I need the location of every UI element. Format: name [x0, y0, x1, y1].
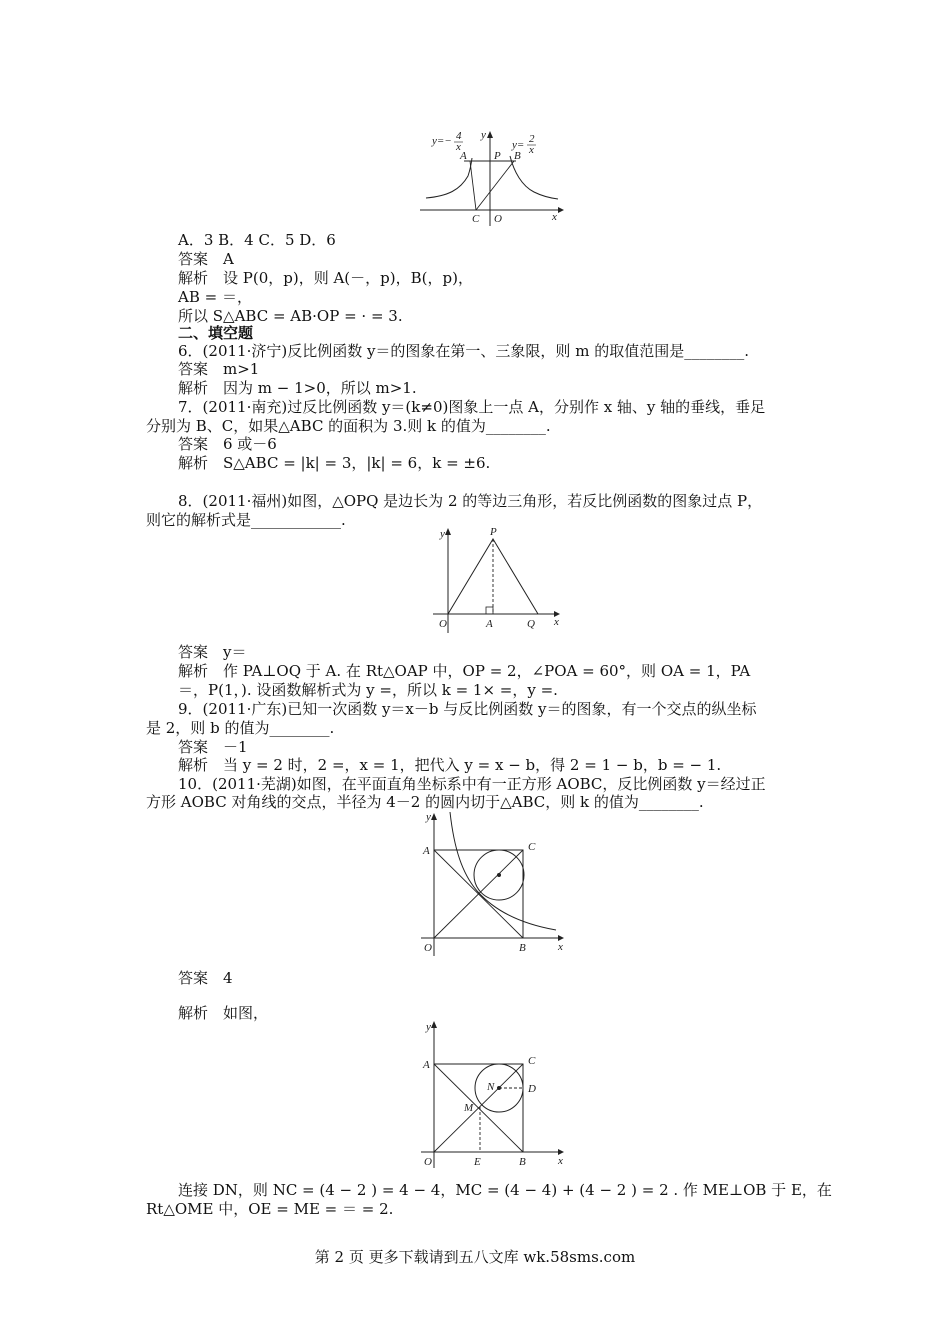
fig1-C-label: C — [472, 213, 480, 225]
figure-2-triangle-opq — [428, 525, 568, 635]
fig4-B-label: B — [519, 1156, 526, 1168]
q9-solution: 解析 当 y = 2 时，2 =，x = 1，把代入 y = x − b，得 2 = 1 − b，b = − 1. — [178, 756, 722, 774]
fig4-D-label: D — [528, 1083, 536, 1095]
q10-solution-intro: 解析 如图， — [178, 1004, 269, 1022]
q5-answer: 答案 A — [178, 250, 234, 268]
fig4-O-label: O — [424, 1156, 432, 1168]
q10-text-2: 方形 AOBC 对角线的交点，半径为 4－2 的圆内切于△ABC，则 k 的值为________. — [146, 793, 704, 811]
section-heading-fill-in: 二、填空题 — [178, 324, 254, 342]
fig3-x-label: x — [558, 941, 563, 953]
q8-solution-1: 解析 作 PA⊥OQ 于 A. 在 Rt△OAP 中，OP = 2，∠POA = 60°，则 OA = 1，PA — [178, 662, 751, 680]
q9-text-2: 是 2，则 b 的值为________. — [146, 719, 335, 737]
fig1-left-num: 4 — [456, 130, 462, 142]
q5-solution-3: 所以 S△ABC = AB·OP = · = 3. — [178, 307, 403, 325]
fig3-O-label: O — [424, 942, 432, 954]
fig3-B-label: B — [519, 942, 526, 954]
fig4-y-label: y — [426, 1021, 431, 1033]
q6-answer: 答案 m>1 — [178, 360, 260, 378]
fig4-C-label: C — [528, 1055, 536, 1067]
fig4-N-label: N — [487, 1081, 495, 1093]
fig1-P-label: P — [494, 150, 501, 162]
fig1-y-label: y — [481, 129, 486, 141]
q7-solution: 解析 S△ABC = |k| = 3，|k| = 6，k = ±6. — [178, 454, 491, 472]
fig1-right-den: x — [529, 144, 534, 156]
q6-text: 6．(2011·济宁)反比例函数 y＝的图象在第一、三象限，则 m 的取值范围是________. — [178, 342, 749, 360]
q10-text-1: 10．(2011·芜湖)如图，在平面直角坐标系中有一正方形 AOBC，反比例函数 y＝经过正 — [178, 775, 766, 793]
fig2-Q-label: Q — [527, 618, 535, 630]
fig2-y-label: y — [440, 528, 445, 540]
q10-solution-1: 连接 DN，则 NC = (4 − 2 ) = 4 − 4，MC = (4 − 4) + (4 − 2 ) = 2 . 作 ME⊥OB 于 E，在 — [178, 1181, 832, 1199]
fig1-A-label: A — [460, 150, 467, 162]
fig2-P-label: P — [490, 526, 497, 538]
fig1-x-label: x — [552, 211, 557, 223]
q9-answer: 答案 －1 — [178, 738, 248, 756]
figure-4-square-construction — [416, 1018, 576, 1170]
page-footer: 第 2 页 更多下载请到五八文库 wk.58sms.com — [314, 1248, 636, 1266]
q9-text-1: 9．(2011·广东)已知一次函数 y＝x－b 与反比例函数 y＝的图象，有一个交点的纵坐标 — [178, 700, 757, 718]
q7-text-1: 7．(2011·南充)过反比例函数 y＝(k≠0)图象上一点 A，分别作 x 轴、y 轴的垂线，垂足 — [178, 398, 766, 416]
q10-solution-2: Rt△OME 中，OE = ME = ＝ = 2. — [146, 1200, 394, 1218]
fig4-A-label: A — [423, 1059, 430, 1071]
q5-solution-2: AB = ＝， — [178, 288, 252, 306]
fig3-C-label: C — [528, 841, 536, 853]
fig2-x-label: x — [554, 616, 559, 628]
q8-solution-2: ＝，P(1，). 设函数解析式为 y =，所以 k = 1× =，y =. — [178, 681, 558, 699]
fig1-B-label: B — [514, 150, 521, 162]
q7-answer: 答案 6 或－6 — [178, 435, 277, 453]
q6-solution: 解析 因为 m − 1>0，所以 m>1. — [178, 379, 417, 397]
fig3-A-label: A — [423, 845, 430, 857]
q5-solution-1: 解析 设 P(0，p)，则 A(－，p)，B(，p)， — [178, 269, 473, 287]
q5-options: A．3 B．4 C．5 D．6 — [178, 231, 336, 249]
q8-text-2: 则它的解析式是____________. — [146, 511, 346, 529]
fig3-y-label: y — [426, 811, 431, 823]
q8-answer: 答案 y＝ — [178, 643, 247, 661]
fig1-right-num: 2 — [529, 133, 535, 145]
q8-text-1: 8．(2011·福州)如图，△OPQ 是边长为 2 的等边三角形，若反比例函数的图象过点 P， — [178, 492, 763, 510]
fig1-left-eq: y=− — [432, 135, 452, 147]
figure-1-hyperbolas — [418, 128, 568, 230]
fig1-right-eq: y= — [512, 139, 525, 151]
q7-text-2: 分别为 B、C，如果△ABC 的面积为 3.则 k 的值为________. — [146, 417, 551, 435]
fig1-left-den: x — [456, 141, 461, 153]
fig4-M-label: M — [464, 1102, 474, 1114]
fig4-E-label: E — [474, 1156, 481, 1168]
q10-answer: 答案 4 — [178, 969, 233, 987]
figure-3-square-aobc — [416, 808, 576, 960]
fig2-O-label: O — [439, 618, 447, 630]
fig1-O-label: O — [494, 213, 502, 225]
fig4-x-label: x — [558, 1155, 563, 1167]
fig2-A-label: A — [486, 618, 493, 630]
